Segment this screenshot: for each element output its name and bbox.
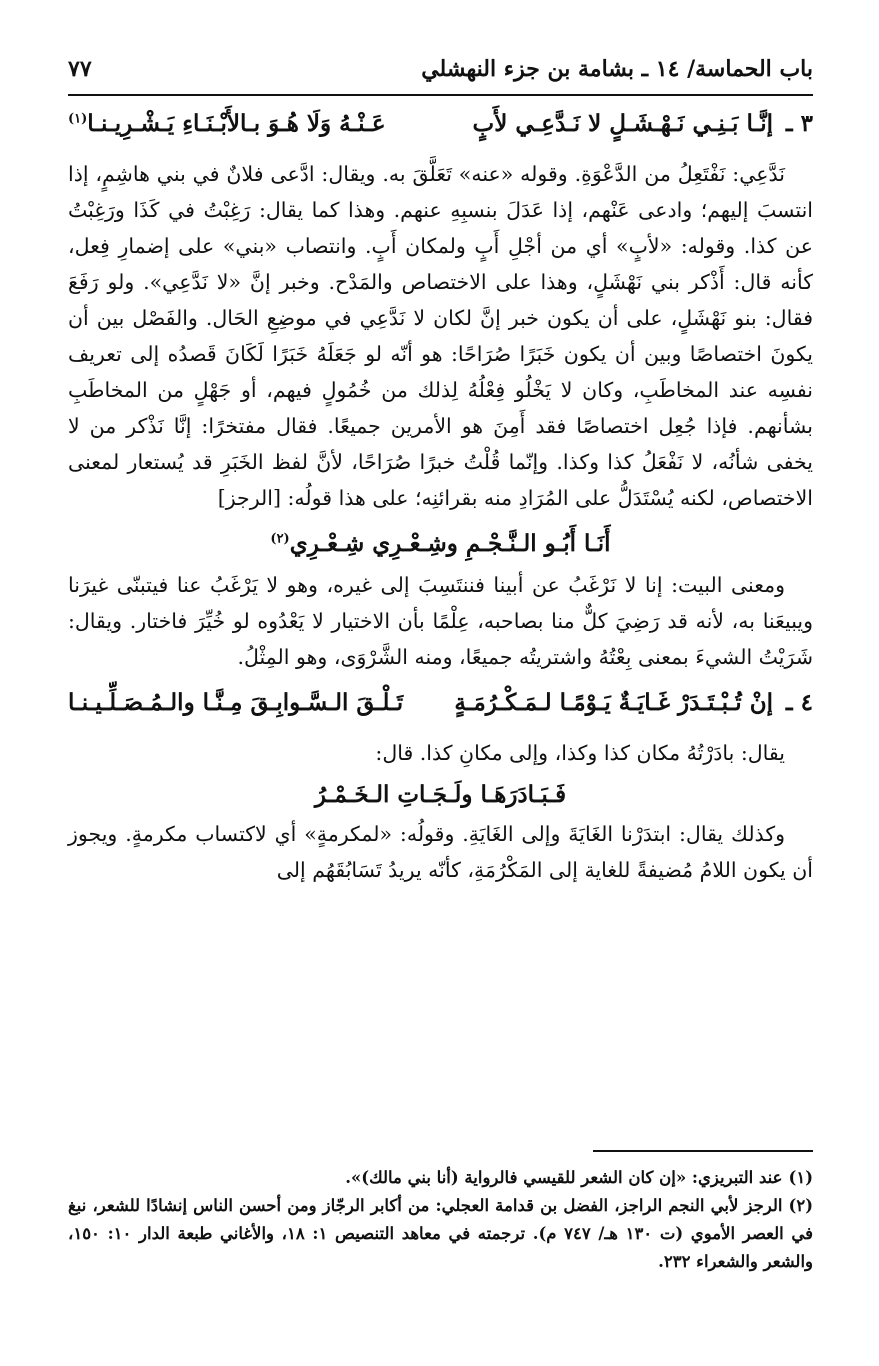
page-body bbox=[68, 50, 813, 888]
verse-hemistich-first: إنْ تُـبْـتَـدَرْ غَـايَـةٌ يَـوْمًـا لـمَـكْـرُمَـةٍ bbox=[454, 689, 773, 716]
running-title: باب الحماسة/ ١٤ ـ بشامة بن جزء النهشلي bbox=[421, 56, 813, 82]
quoted-line: فَـبَـادَرَهَـا ولَـجَـاتِ الـخَـمْـرُ bbox=[314, 781, 567, 808]
verse-hemistich-second: تَـلْـقَ الـسَّـوابِـقَ مِـنَّـا والـمُـصَـلِّـيـنـا bbox=[68, 689, 404, 716]
verse-number: ٤ ـ bbox=[785, 689, 813, 716]
footnote-text: عند التبريزي: «إن كان الشعر للقيسي فالرواية (أنا بني مالك)». bbox=[345, 1168, 783, 1187]
verse-hemistich-first: إنَّـا بَـنِـي نَـهْـشَـلٍ لا نَـدَّعِـي لأَبٍ bbox=[472, 110, 773, 137]
footnote-number: (١) bbox=[788, 1168, 813, 1187]
commentary-paragraph-4: وكذلك يقال: ابتدَرْنا الغَايَةَ وإلى الغَايَةِ. وقولُه: «لمكرمةٍ» أي لاكتساب مكرمةٍ. ويجوز أن يكون اللامُ مُضيفةً للغاية إلى المَكْرُمَةِ، كأنّه يريدُ تَسَابُقَهُم إلى bbox=[68, 822, 813, 882]
footnote-text: الرجز لأبي النجم الراجز، الفضل بن قدامة العجلي: من أكابر الرجّاز ومن أحسن الناس إنشادًا للشعر، نبغ في العصر الأموي (ت ١٣٠ هـ/ ٧٤٧ م). ترجمته في معاهد التنصيص ١: ١٨، والأغاني طبعة الدار ١٠: ١٥٠، والشعر والشعراء ٢٣٢. bbox=[68, 1196, 813, 1271]
verse-hemistich-second: عَـنْـهُ وَلَا هُـوَ بـالأَبْـنَـاءِ يَـشْـرِيـنـا$^{(١)}$ bbox=[68, 110, 386, 137]
quoted-rajaz-line: أَنَـا أَبُـو الـنَّـجْـمِ وشِـعْـرِي شِـعْـرِي$^{(٢)}$ bbox=[270, 530, 611, 557]
running-header bbox=[68, 50, 813, 96]
footnote-rule bbox=[593, 1150, 813, 1152]
meter-label: [الرجز] bbox=[217, 486, 281, 510]
footnote-2 bbox=[68, 1192, 813, 1276]
footnote-ref: (١) bbox=[68, 111, 88, 127]
commentary-paragraph-3: يقال: بادَرْتُهُ مكان كذا وكذا، وإلى مكانِ كذا. قال: bbox=[375, 741, 785, 765]
verse-4 bbox=[68, 683, 813, 729]
footnote-1 bbox=[68, 1164, 813, 1192]
verse-number: ٣ ـ bbox=[785, 110, 813, 137]
verse-3 bbox=[68, 104, 813, 150]
page-number: ٧٧ bbox=[68, 56, 92, 82]
footnote-number: (٢) bbox=[788, 1196, 813, 1215]
footnotes bbox=[68, 1150, 813, 1276]
commentary-paragraph-2: ومعنى البيت: إنا لا نَرْغَبُ عن أبينا فننتَسِبَ إلى غيره، وهو لا يَرْغَبُ عنا فيتبنّى غيرَنا ويبيعَنا به، لأنه قد رَضِيَ كلٌّ منا بصاحبه، عِلْمًا بأن الاختيار لا يَعْدُوه لو خُيِّرَ فاختار. ويقال: شَرَيْتُ الشيءَ بمعنى بِعْتُهُ واشتريتُه جميعًا، ومنه الشَّرْوَى، وهو المِثْلُ. bbox=[68, 573, 813, 669]
footnote-ref: (٢) bbox=[270, 531, 290, 547]
commentary-paragraph-1: نَدَّعِي: نَفْتَعِلُ من الدَّعْوَةِ. وقوله «عنه» تَعَلَّقَ به. ويقال: ادَّعى فلانٌ في بني هاشِمٍ، إذا انتسبَ إليهم؛ وادعى عَنْهم، إذا عَدَلَ بنسبِهِ عنهم. وهذا كما يقال: رَغِبْتُ في كَذَا ورَغِبْتُ عن كذا. وقوله: «لأبٍ» أي من أجْلِ أَبٍ ولمكان أَبٍ. وانتصاب «بني» على إضمارِ فِعل، كأنه قال: أَذْكر بني نَهْشَلٍ، وهذا على الاختصاص والمَدْح. وخبر إنَّ «لا نَدَّعِي». ولو رَفَعَ فقال: بنو نَهْشَلٍ، على أن يكون خبر إنَّ لكان لا نَدَّعِي في موضِعِ الحَال. والفَصْل بين أن يكونَ اختصاصًا وبين أن يكون خَبَرًا صُرَاحًا: هو أنّه لو جَعَلَهُ خَبَرًا لَكَانَ قَصدُه إلى تعريف نفسِه عند المخاطَبِ، وكان لا يَخْلُو فِعْلُهُ لِذلك من خُمُولٍ فيهم، أو جَهْلٍ من المخاطَبِ بشأنهم. فإذا جُعِل اختصاصًا فقد أَمِنَ هو الأمرين جميعًا. فقال مفتخرًا: إنَّا نَذْكر من لا يخفى شأنُه، لا نَفْعَلُ كذا وكذا. وإنّما قُلْتُ خبرًا صُرَاحًا، لأنَّ لفظ الخَبَرِ قد يُستعار لمعنى الاختصاص، لكنه يُسْتَدَلُّ على المُرَادِ منه بقرائنِه؛ على هذا قولُه: [الرجز] bbox=[68, 162, 813, 510]
